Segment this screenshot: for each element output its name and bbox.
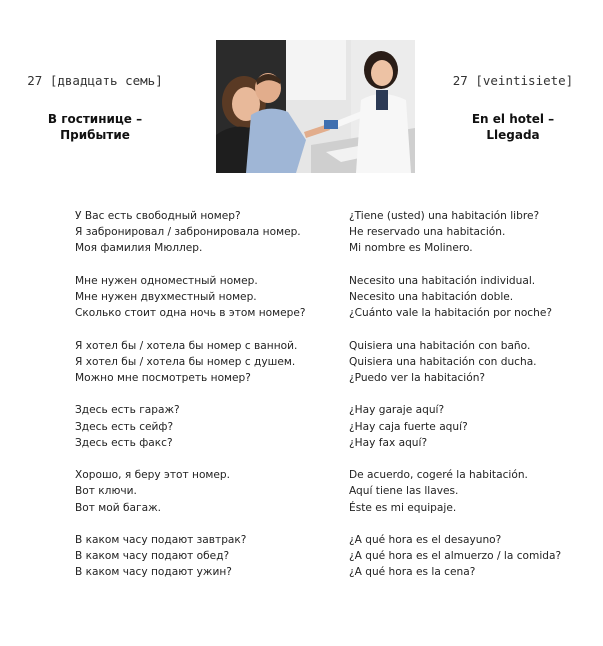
topic-title-spanish — [423, 111, 603, 143]
spanish-phrases-column — [349, 208, 599, 597]
phrase-group — [349, 273, 599, 322]
topic-title-russian-line2: Прибытие — [60, 128, 130, 142]
phrase-group — [349, 467, 599, 516]
phrase-line: ¿A qué hora es el almuerzo / la comida? — [349, 550, 562, 563]
phrase-line: Quisiera una habitación con baño. — [349, 339, 531, 352]
phrase-line: Я хотел бы / хотела бы номер с ванной. — [75, 339, 298, 352]
phrase-line: ¿Tiene (usted) una habitación libre? — [349, 210, 540, 222]
phrase-line: Хорошо, я беру этот номер. — [75, 469, 231, 482]
phrase-line: Quisiera una habitación con ducha. — [349, 355, 537, 368]
phrase-line: ¿A qué hora es la cena? — [349, 566, 476, 579]
russian-phrases-column — [75, 208, 335, 597]
phrase-group — [349, 532, 599, 581]
phrase-group — [75, 273, 335, 322]
lesson-number-russian: 27 [двадцать семь] — [27, 73, 163, 88]
phrase-line: Сколько стоит одна ночь в этом номере? — [75, 307, 306, 320]
topic-title-russian — [5, 111, 185, 143]
phrase-group — [75, 402, 335, 451]
topic-title-spanish-line1: En el hotel – — [471, 112, 555, 126]
phrase-line: В каком часу подают ужин? — [75, 566, 232, 579]
phrase-group — [349, 208, 599, 257]
phrase-line: У Вас есть свободный номер? — [75, 210, 241, 222]
phrase-line: ¿Hay garaje aquí? — [349, 404, 445, 417]
topic-title-russian-line1: В гостинице – — [47, 112, 143, 126]
phrase-line: Necesito una habitación individual. — [349, 274, 536, 287]
phrase-group — [75, 208, 335, 257]
phrase-line: В каком часу подают обед? — [75, 550, 230, 563]
phrase-group — [75, 338, 335, 387]
phrase-line: Вот ключи. — [75, 485, 137, 498]
right-header — [423, 73, 603, 143]
phrase-line: Я хотел бы / хотела бы номер с душем. — [75, 355, 296, 368]
phrase-line: В каком часу подают завтрак? — [75, 533, 247, 546]
hotel-reception-photo — [216, 40, 415, 173]
phrase-line: ¿A qué hora es el desayuno? — [349, 533, 502, 546]
phrase-group — [75, 532, 335, 581]
phrase-group — [349, 338, 599, 387]
phrase-line: Можно мне посмотреть номер? — [75, 372, 251, 384]
phrase-group — [349, 402, 599, 451]
phrase-line: ¿Puedo ver la habitación? — [349, 372, 486, 384]
phrase-line: De acuerdo, cogeré la habitación. — [349, 469, 528, 482]
phrase-line: ¿Hay fax aquí? — [349, 436, 428, 449]
phrase-line: ¿Hay caja fuerte aquí? — [349, 420, 468, 433]
phrase-line: Здесь есть гараж? — [75, 404, 180, 417]
phrase-line: Здесь есть сейф? — [75, 420, 174, 433]
phrase-group — [75, 467, 335, 516]
phrase-line: Мне нужен двухместный номер. — [75, 291, 257, 303]
phrase-line: He reservado una habitación. — [349, 226, 506, 239]
phrase-line: ¿Cuánto vale la habitación por noche? — [349, 307, 552, 320]
phrase-line: Здесь есть факс? — [75, 436, 173, 449]
phrase-line: Вот мой багаж. — [75, 501, 162, 514]
left-header — [5, 73, 185, 143]
phrase-line: Моя фамилия Мюллер. — [75, 242, 203, 255]
phrase-line: Aquí tiene las llaves. — [349, 485, 459, 498]
phrase-line: Mi nombre es Molinero. — [349, 242, 473, 255]
phrase-line: Éste es mi equipaje. — [349, 501, 457, 514]
phrase-line: Мне нужен одноместный номер. — [75, 274, 258, 287]
lesson-number-spanish: 27 [veintisiete] — [452, 73, 574, 88]
topic-title-spanish-line2: Llegada — [486, 128, 540, 142]
hotel-reception-illustration — [216, 40, 415, 173]
phrase-line: Я забронировал / забронировала номер. — [75, 226, 301, 239]
phrase-line: Necesito una habitación doble. — [349, 291, 514, 303]
